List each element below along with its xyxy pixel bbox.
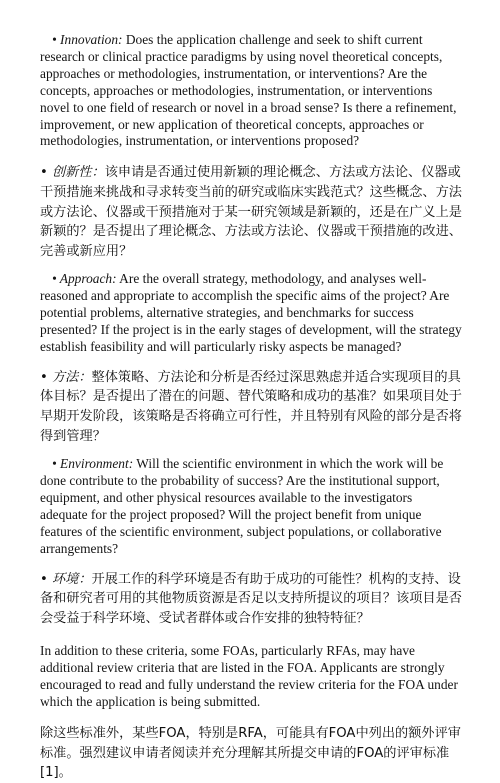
- innovation-text-en: Does the application challenge and seek to shift current research or clinical practice paradigms by using novel theoretical concepts, approaches or methodologies, instrumentation, or interventions? Are the concepts, approaches or methodologies, instrumentation, or interventions novel to one field of research or novel in a broad sense? Is there a refinement, improvement, or new application of theoretical concepts, approaches or methodologies, instrumentation, or interventions proposed?: [40, 32, 457, 149]
- innovation-lead-en: • Innovation:: [52, 32, 123, 47]
- environment-lead-zh: • 环境：: [40, 571, 92, 587]
- innovation-lead-zh: • 创新性：: [40, 165, 105, 181]
- approach-paragraph-en: [40, 271, 462, 356]
- approach-paragraph-zh: [40, 368, 462, 446]
- closing-paragraph-zh: 除这些标准外，某些FOA，特别是RFA，可能具有FOA中列出的额外评审标准。强烈建议申请者阅读并充分理解其所提交申请的FOA的评审标准[1]。: [40, 726, 461, 781]
- environment-paragraph-en: [40, 456, 462, 557]
- environment-lead-en: • Environment:: [52, 456, 134, 472]
- approach-text-en: Are the overall strategy, methodology, and analyses well-reasoned and appropriate to accomplish the specific aims of the project? Are potential problems, alternative strategies, and benchmarks for success presented? If the project is in the early stages of development, will the strategy establish feasibility and will particularly risky aspects be managed?: [40, 271, 462, 354]
- closing-paragraph-en: In addition to these criteria, some FOAs, particularly RFAs, may have additional review criteria that are listed in the FOA. Applicants are strongly encouraged to read and fully understand the review criteria for the FOA under which the application is being submitted.: [40, 643, 458, 710]
- environment-text-en: Will the scientific environment in which the work will be done contribute to the probability of success? Are the institutional support, equipment, and other physical resources available to the investigators adequate for the project proposed? Will the project benefit from unique features of the scientific environment, subject populations, or collaborative arrangements?: [40, 456, 444, 556]
- environment-paragraph-zh: [40, 570, 462, 629]
- innovation-paragraph-zh: [40, 163, 462, 261]
- innovation-paragraph-en: [40, 32, 462, 150]
- approach-lead-en: • Approach:: [52, 271, 117, 287]
- innovation-text-zh: 该申请是否通过使用新颖的理论概念、方法或方法论、仪器或干预措施来挑战和寻求转变当前的研究或临床实践范式？这些概念、方法或方法论、仪器或干预措施对于某一研究领域是新颖的，还是在广义上是新颖的？是否提出了理论概念、方法或方法论、仪器或干预措施的改进、完善或新应用？: [40, 165, 462, 259]
- approach-text-zh: 整体策略、方法论和分析是否经过深思熟虑并适合实现项目的具体目标？是否提出了潜在的问题、替代策略和成功的基准？如果项目处于早期开发阶段，该策略是否将确立可行性，并且特别有风险的部分是否将得到管理？: [40, 369, 462, 444]
- approach-lead-zh: • 方法：: [40, 369, 92, 385]
- environment-text-zh: 开展工作的科学环境是否有助于成功的可能性？机构的支持、设备和研究者可用的其他物质资源是否足以支持所提议的项目？该项目是否会受益于科学环境、受试者群体或合作安排的独特特征？: [40, 571, 462, 626]
